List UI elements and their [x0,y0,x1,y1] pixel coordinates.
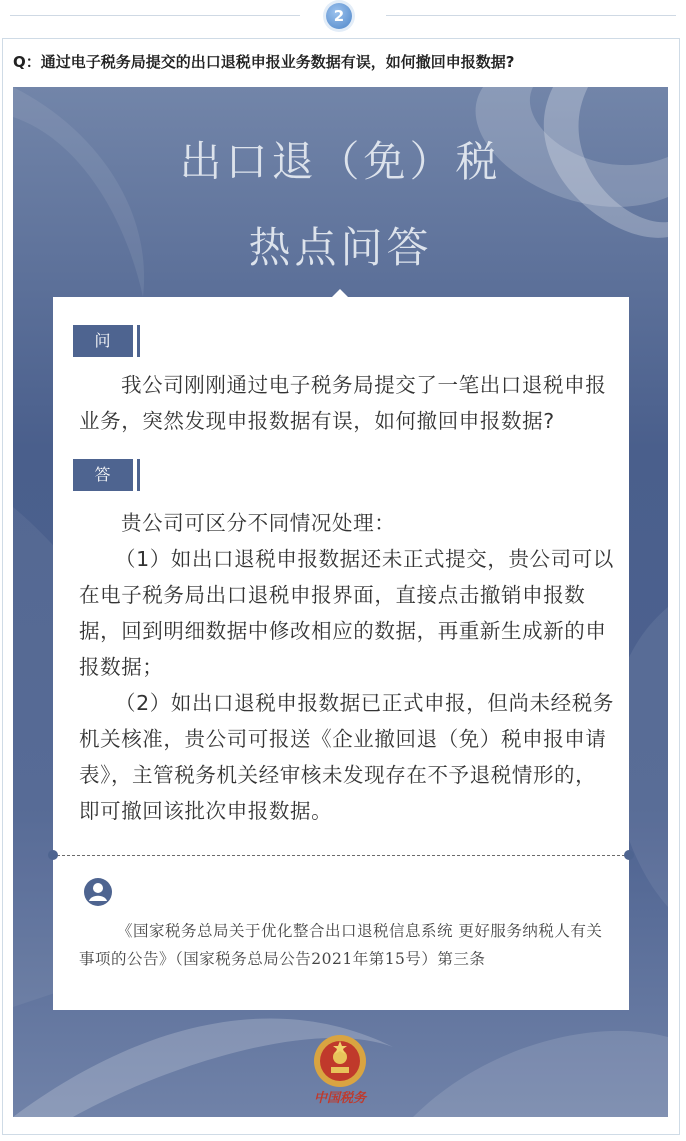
qa-frame [2,38,680,1135]
user-icon [83,877,113,907]
poster-title-line1: 出口退（免）税 [179,137,502,186]
tax-emblem-icon [307,1033,373,1089]
answer-paragraph: （2）如出口退税申报数据已正式申报，但尚未经税务机关核准，贵公司可报送《企业撤回退（免）税申报申请表》，主管税务机关经审核未发现存在不予退税情形的，即可撤回该批次申报数据。 [79,691,614,823]
poster-image [13,87,668,1117]
poster-title-line2: 热点问答 [248,223,433,272]
answer-paragraph: 贵公司可区分不同情况处理： [121,511,396,535]
card-notch [331,289,349,298]
ask-tag: 问 [73,325,133,357]
logo-text: 中国税务 [313,1091,366,1106]
qa-card [53,297,629,1010]
reference-text: 《国家税务总局关于优化整合出口退税信息系统 更好服务纳税人有关事项的公告》（国家税务总局公告2021年第15号）第三条 [79,922,603,968]
dashed-divider [52,855,630,856]
section-number-badge: 2 [326,3,352,29]
top-divider-left [10,15,300,16]
divider-dot-right [624,850,634,860]
ask-paragraph: 我公司刚刚通过电子税务局提交了一笔出口退税申报业务，突然发现申报数据有误，如何撤回申报数据? [79,373,607,433]
top-divider-right [386,15,676,16]
ask-text [79,367,614,439]
answer-text [79,505,614,829]
question-title: Q：通过电子税务局提交的出口退税申报业务数据有误，如何撤回申报数据? [13,53,515,71]
answer-tag: 答 [73,459,133,491]
answer-paragraph: （1）如出口退税申报数据还未正式提交，贵公司可以在电子税务局出口退税申报界面，直接点击撤销申报数据，回到明细数据中修改相应的数据，再重新生成新的申报数据； [79,547,614,679]
divider-dot-left [48,850,58,860]
